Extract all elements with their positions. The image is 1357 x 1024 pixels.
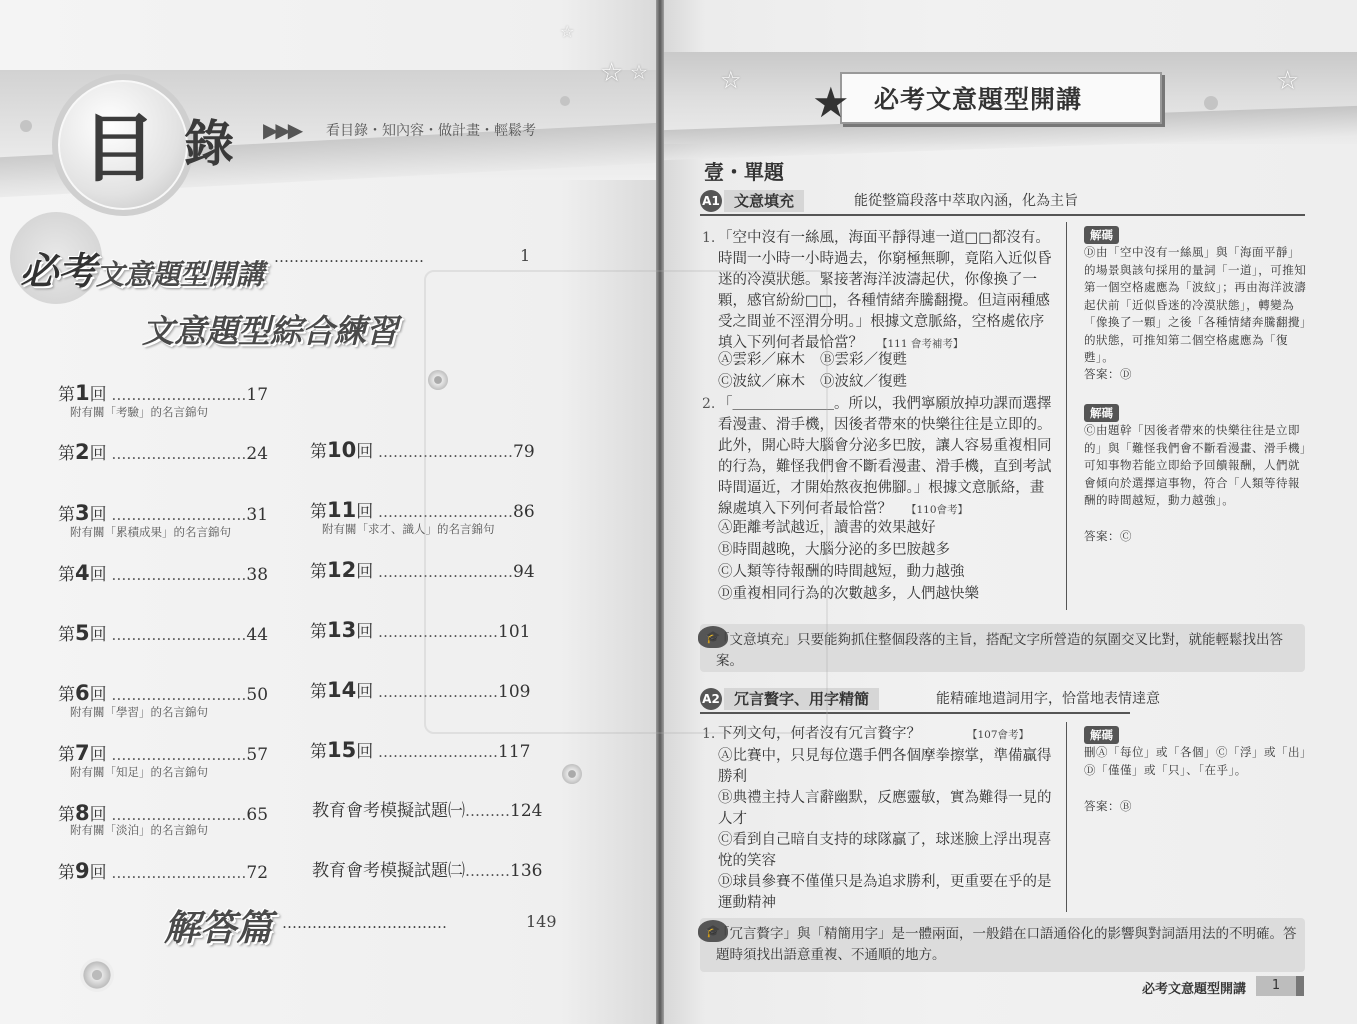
- section-title-main[interactable]: 必考文意題型開講: [20, 249, 265, 293]
- decor-dot: [20, 120, 32, 132]
- section-title-answers[interactable]: 解答篇: [164, 908, 273, 949]
- tip-box: [700, 918, 1305, 972]
- toc-entry-mock-2[interactable]: 教育會考模擬試題㈡………136: [312, 861, 543, 881]
- toc-entry-note: 附有關「考驗」的名言錦句: [70, 405, 208, 419]
- star-icon: ☆: [600, 58, 624, 88]
- toc-entry-note: 附有關「知足」的名言錦句: [70, 765, 208, 779]
- star-icon: ☆: [720, 66, 742, 94]
- answer: 答案：Ⓓ: [1084, 367, 1132, 381]
- section-desc: 能從整篇段落中萃取內涵，化為主旨: [854, 193, 1078, 209]
- section-tag: 冗言贅字、用字精簡: [724, 688, 879, 710]
- decor-dot: [560, 96, 570, 106]
- option[interactable]: Ⓑ時間越晚，大腦分泌的多巴胺越多: [718, 542, 950, 558]
- option[interactable]: Ⓒ波紋／麻木: [718, 374, 805, 390]
- toc-subtitle: 看目錄・知內容・做計畫・輕鬆考: [326, 123, 536, 139]
- toc-entry-leader: ……………………………: [282, 914, 447, 932]
- graduation-cap-icon: 🎓: [698, 920, 728, 942]
- toc-entry-page: 1: [520, 246, 531, 265]
- toc-entry-leader: …………………………: [274, 248, 424, 266]
- section-badge: A1: [700, 190, 722, 212]
- toc-entry[interactable]: 第13回 ……………………101: [310, 618, 531, 642]
- toc-entry[interactable]: 第3回 ………………………31: [58, 501, 269, 525]
- section-heading: 壹・單題: [704, 160, 784, 184]
- section-tag: 文意填充: [724, 190, 804, 212]
- tip-text: 「冗言贅字」與「精簡用字」是一體兩面，一般錯在口語通俗化的影響與對詞語用法的不明確。答題時須找出語意重複、不通順的地方。: [716, 926, 1297, 963]
- toc-entry-note: 附有關「累積成果」的名言錦句: [70, 525, 231, 539]
- toc-entry[interactable]: 第14回 ……………………109: [310, 678, 531, 702]
- question-3: 1. 下列文句，何者沒有冗言贅字？ 【107會考】: [702, 726, 1030, 742]
- toc-entry[interactable]: 第12回 ………………………94: [310, 558, 535, 582]
- answer-key-label: 解碼: [1084, 226, 1119, 244]
- toc-entry[interactable]: 第2回 ………………………24: [58, 440, 269, 464]
- answer: 答案：Ⓒ: [1084, 529, 1132, 543]
- decor-ring: [80, 958, 114, 992]
- graduation-cap-icon: 🎓: [698, 626, 728, 648]
- option[interactable]: Ⓒ人類等待報酬的時間越短，動力越強: [718, 564, 965, 580]
- toc-entry-note: 附有關「求才、識人」的名言錦句: [322, 522, 495, 536]
- answer-explanation: Ⓒ由題幹「因後者帶來的快樂往往是立即的」與「難怪我們會不斷看漫畫、滑手機」可知事物若能立即給予回饋報酬，人們就會傾向於選擇這事物，符合「人類等待報酬的時間越短，動力越強」。: [1084, 423, 1307, 507]
- footer-bar: [1296, 976, 1304, 996]
- toc-title: 錄: [184, 115, 234, 173]
- section-desc: 能精確地遣詞用字，恰當地表情達意: [936, 691, 1160, 707]
- option[interactable]: Ⓓ球員參賽不僅僅只是為追求勝利，更重要在乎的是運動精神: [718, 874, 1052, 911]
- question-1: 1. 「空中沒有一絲風，海面平靜得連一道□□都沒有。時間一小時一小時過去，你窮極無聊，竟陷入近似昏迷的冷漠狀態。緊接著海洋波濤起伏，你像換了一顆，感官紛紛□□，各種情緒奔騰翻攪。但這兩種感受之間並不涇渭分明。」根據文意脈絡，空格處依序填入下列何者最恰當？ 【111 會考補考】: [702, 230, 1052, 351]
- column-divider: [1066, 222, 1067, 610]
- column-divider: [1066, 722, 1067, 912]
- option[interactable]: Ⓐ距離考試越近，讀書的效果越好: [718, 520, 936, 536]
- decor-ring: [562, 764, 582, 784]
- toc-big-char: 目: [82, 106, 156, 192]
- toc-entry-mock-1[interactable]: 教育會考模擬試題㈠………124: [312, 801, 543, 821]
- toc-entry-page: 149: [526, 912, 557, 931]
- toc-entry[interactable]: 第4回 ………………………38: [58, 561, 269, 585]
- toc-entry-note: 附有關「淡泊」的名言錦句: [70, 823, 208, 837]
- section-title-practice: 文意題型綜合練習: [142, 312, 399, 350]
- toc-entry[interactable]: 第9回 ………………………72: [58, 859, 269, 883]
- page-title: 必考文意題型開講: [874, 85, 1083, 114]
- option[interactable]: Ⓓ波紋／復甦: [820, 374, 907, 390]
- toc-entry[interactable]: 第1回 ………………………17: [58, 381, 269, 405]
- section-badge: A2: [700, 688, 722, 710]
- answer-explanation: 刪Ⓐ「每位」或「各個」Ⓒ「浮」或「出」Ⓓ「僅僅」或「只」、「在乎」。: [1084, 745, 1307, 777]
- star-icon: ★: [812, 78, 850, 127]
- watermark-frame: [424, 270, 828, 734]
- footer-title: 必考文意題型開講: [1142, 982, 1247, 997]
- option[interactable]: Ⓒ看到自己暗自支持的球隊贏了，球迷臉上浮出現喜悅的笑容: [718, 832, 1052, 869]
- tip-text: 「文意填充」只要能夠抓住整個段落的主旨，搭配文字所營造的氛圍交叉比對，就能輕鬆找出答案。: [716, 632, 1283, 669]
- toc-entry[interactable]: 第10回 ………………………79: [310, 438, 535, 462]
- answer-key-label: 解碼: [1084, 726, 1119, 744]
- answer-key-label: 解碼: [1084, 404, 1119, 422]
- toc-entry[interactable]: 第8回 ………………………65: [58, 801, 269, 825]
- answer-explanation: Ⓓ由「空中沒有一絲風」與「海面平靜」的場景與該句採用的量詞「一道」，可推知第一個空格處應為「波紋」；再由海洋波濤起伏前「近似昏迷的冷漠狀態」，轉變為「像換了一顆」之後「各種情緒奔騰翻攪」的狀態，可推知第二個空格處應為「復甦」。: [1084, 245, 1307, 364]
- answer: 答案：Ⓑ: [1084, 799, 1132, 813]
- option[interactable]: Ⓑ典禮主持人言辭幽默，反應靈敏，實為難得一見的人才: [718, 790, 1052, 827]
- decor-dot: [1204, 96, 1218, 110]
- section-bar-a1: [700, 190, 1305, 216]
- toc-entry[interactable]: 第15回 ……………………117: [310, 738, 531, 762]
- toc-entry[interactable]: 第11回 ………………………86: [310, 498, 535, 522]
- star-icon: ☆: [560, 22, 575, 41]
- option[interactable]: Ⓓ重複相同行為的次數越多，人們越快樂: [718, 586, 979, 602]
- toc-entry[interactable]: 第7回 ………………………57: [58, 741, 269, 765]
- page-number: 1: [1256, 976, 1296, 996]
- toc-entry[interactable]: 第6回 ………………………50: [58, 681, 269, 705]
- option[interactable]: Ⓐ比賽中，只見每位選手們各個摩拳擦掌，準備贏得勝利: [718, 748, 1052, 785]
- question-2: 2. 「＿＿＿＿＿＿＿。所以，我們寧願放掉功課而選擇看漫畫、滑手機，因後者帶來的快樂往往是立即的。此外，開心時大腦會分泌多巴胺，讓人容易重複相同的行為，難怪我們會不斷看漫畫、滑手機，直到考試時間逼近，才開始熬夜抱佛腳。」根據文意脈絡，畫線處填入下列何者最恰當？ 【110會考】: [702, 396, 1052, 517]
- star-icon: ☆: [630, 60, 648, 84]
- option[interactable]: Ⓐ雲彩／麻木: [718, 352, 805, 368]
- toc-entry-note: 附有關「學習」的名言錦句: [70, 705, 208, 719]
- star-icon: ☆: [1276, 66, 1300, 96]
- arrow-icons: ▶▶▶: [263, 118, 301, 142]
- option[interactable]: Ⓑ雲彩／復甦: [820, 352, 907, 368]
- toc-entry[interactable]: 第5回 ………………………44: [58, 621, 269, 645]
